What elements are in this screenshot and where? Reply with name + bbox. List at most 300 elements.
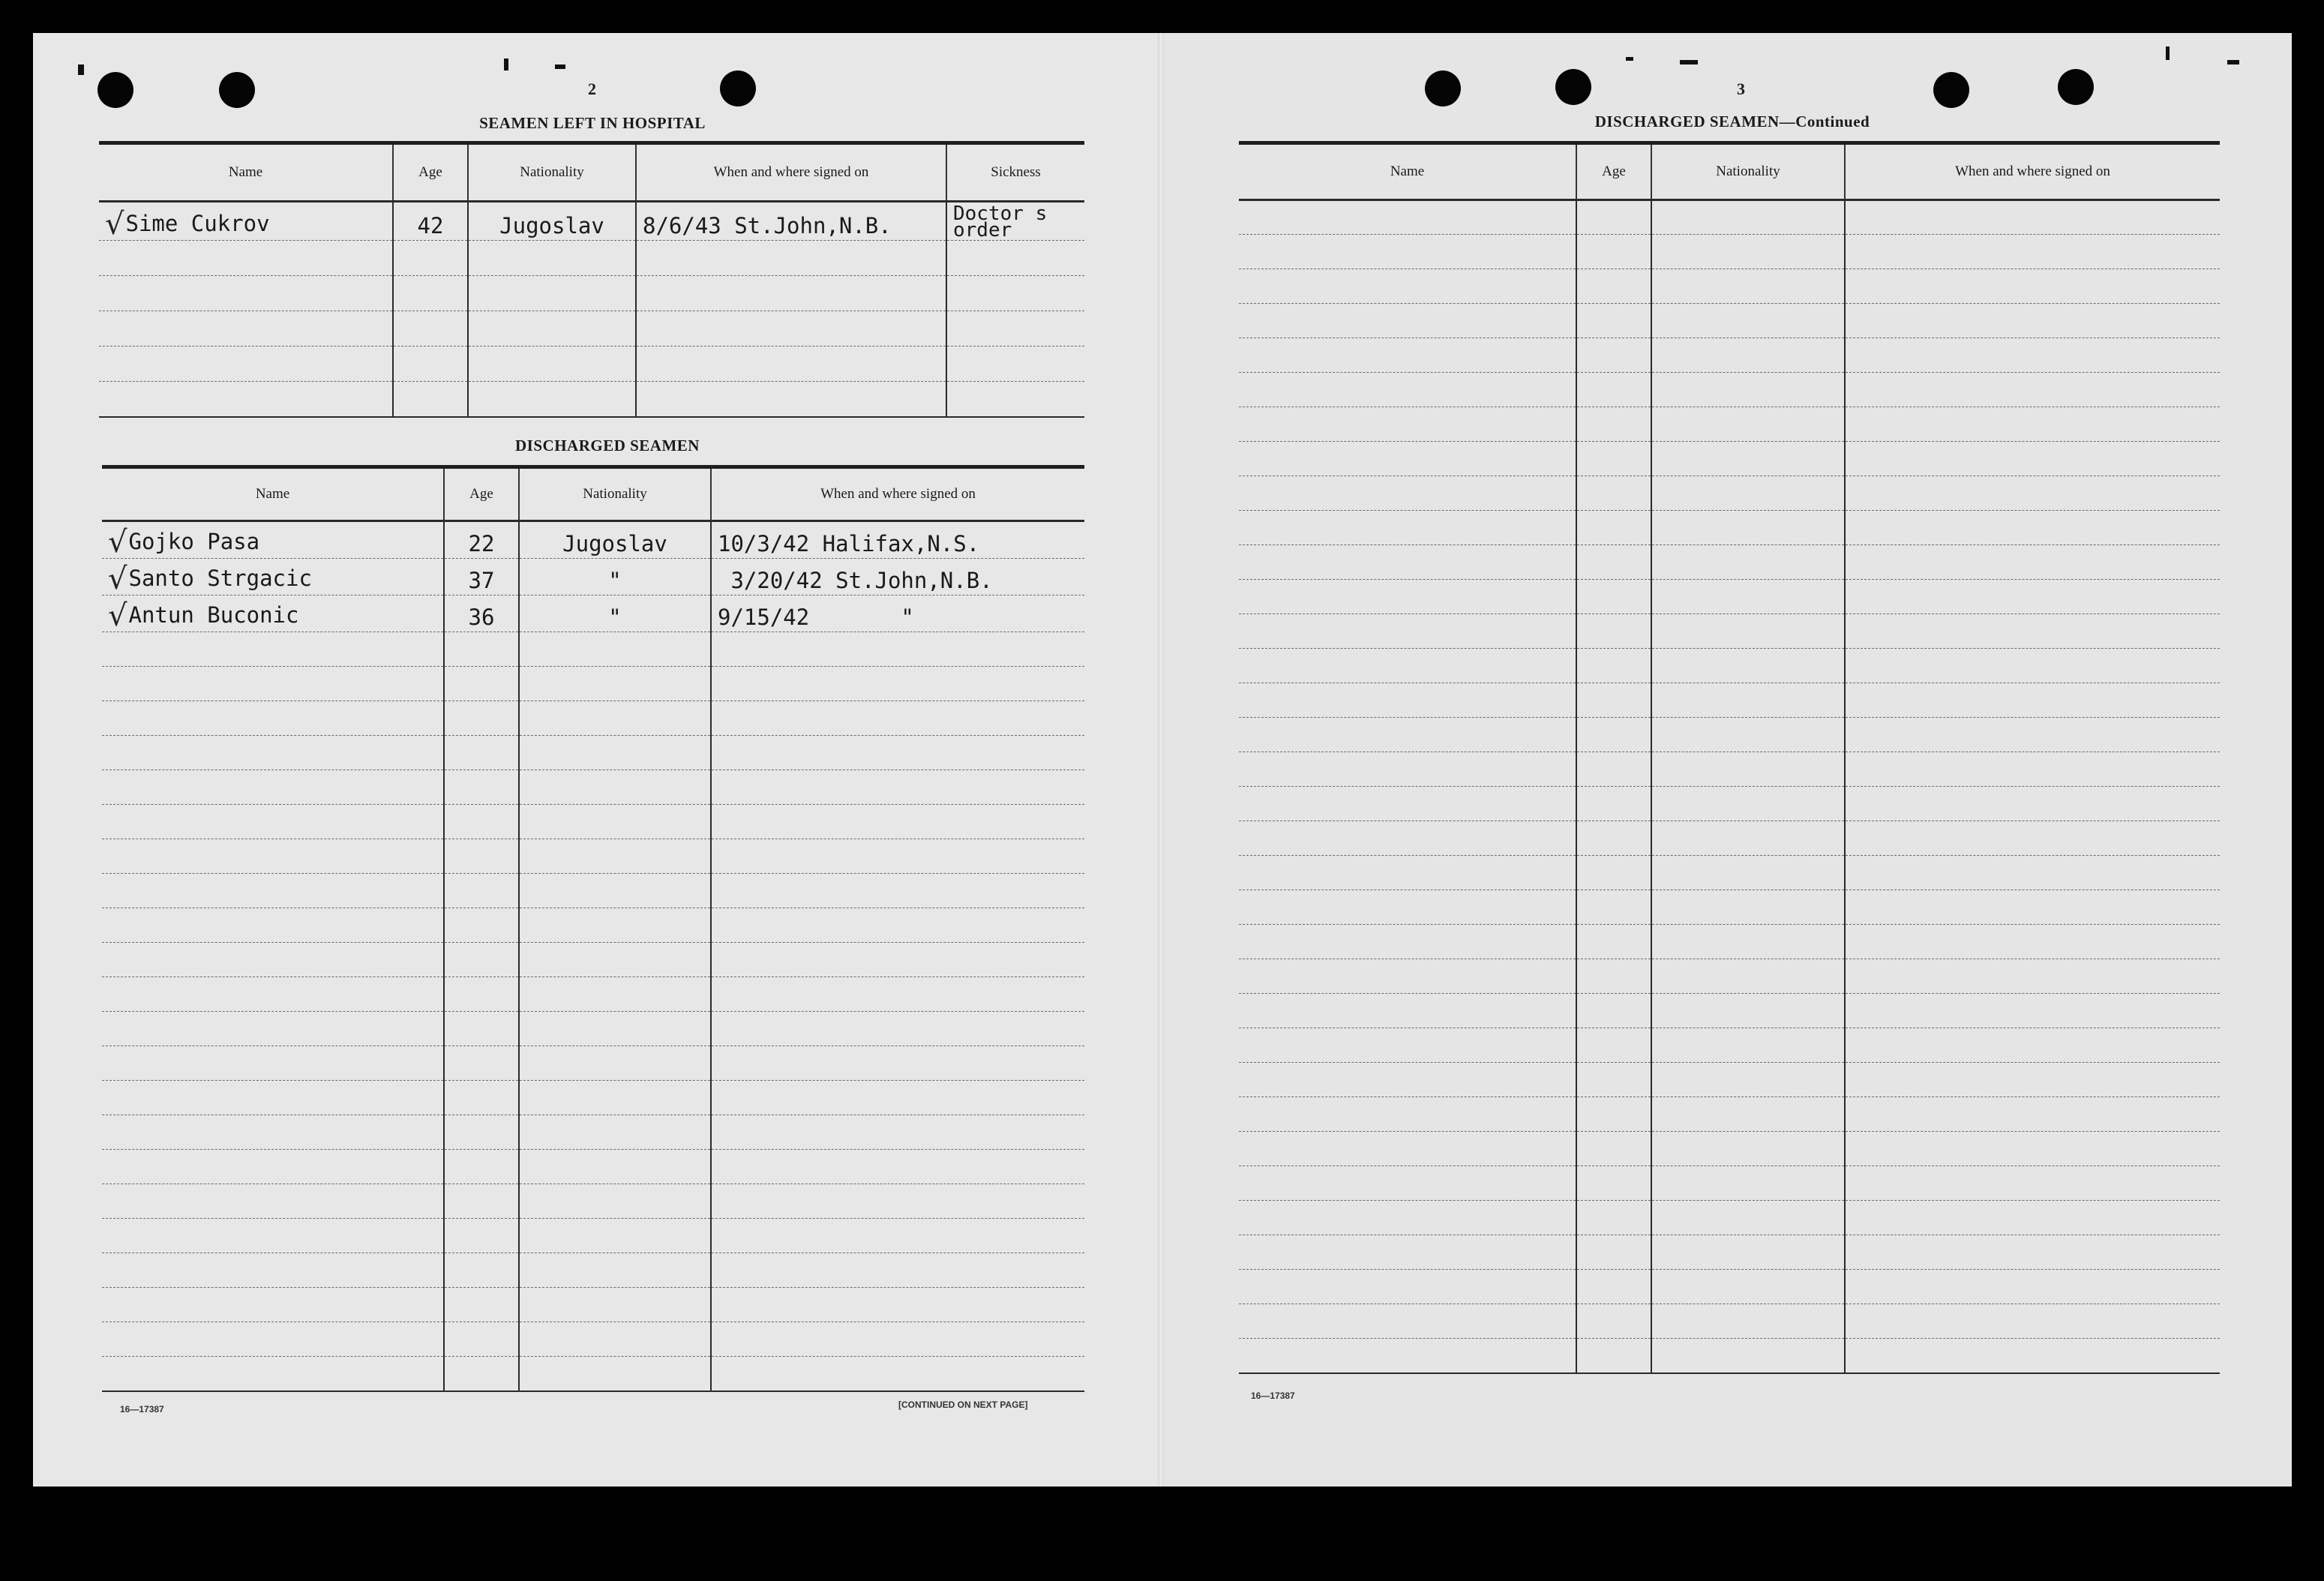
blank-cell bbox=[711, 1253, 1084, 1288]
blank-cell bbox=[519, 1322, 711, 1357]
blank-cell bbox=[444, 1046, 519, 1081]
blank-cell bbox=[1845, 752, 2220, 787]
blank-cell bbox=[1239, 1063, 1576, 1097]
sickness-cell bbox=[946, 382, 1084, 417]
page-fold bbox=[1158, 33, 1164, 1486]
blank-cell bbox=[1651, 1166, 1845, 1201]
blank-cell bbox=[1651, 649, 1845, 683]
blank-cell bbox=[1239, 856, 1576, 890]
blank-cell bbox=[444, 943, 519, 977]
blank-cell bbox=[519, 943, 711, 977]
blank-row bbox=[1239, 752, 2220, 787]
age-cell: 22 bbox=[444, 521, 519, 559]
sickness-cell bbox=[946, 241, 1084, 276]
blank-cell bbox=[1239, 304, 1576, 338]
blank-cell bbox=[1845, 407, 2220, 442]
column-header-name: Name bbox=[1239, 143, 1576, 200]
blank-cell bbox=[102, 874, 444, 908]
blank-cell bbox=[102, 1219, 444, 1253]
blank-row bbox=[1239, 304, 2220, 338]
blank-cell bbox=[1576, 787, 1651, 821]
check-mark: √ bbox=[108, 525, 127, 559]
signed-on-cell: 10/3/42 Halifax,N.S. bbox=[711, 521, 1084, 559]
blank-row bbox=[102, 1219, 1084, 1253]
sickness-cell bbox=[946, 311, 1084, 346]
blank-cell bbox=[711, 701, 1084, 736]
blank-cell bbox=[102, 908, 444, 943]
table-row bbox=[102, 596, 1084, 632]
blank-cell bbox=[1651, 1132, 1845, 1166]
blank-cell bbox=[102, 770, 444, 805]
blank-cell bbox=[519, 1150, 711, 1184]
blank-cell bbox=[711, 977, 1084, 1012]
blank-row bbox=[1239, 545, 2220, 580]
blank-cell bbox=[1651, 1235, 1845, 1270]
punch-hole bbox=[720, 70, 756, 106]
blank-row bbox=[1239, 1339, 2220, 1373]
blank-cell bbox=[444, 632, 519, 667]
hospital-table bbox=[99, 141, 1084, 418]
blank-cell bbox=[102, 667, 444, 701]
blank-cell bbox=[102, 1150, 444, 1184]
blank-row bbox=[1239, 1304, 2220, 1339]
blank-cell bbox=[1651, 1304, 1845, 1339]
blank-cell bbox=[1651, 1270, 1845, 1304]
blank-cell bbox=[1845, 476, 2220, 511]
blank-cell bbox=[519, 805, 711, 839]
blank-cell bbox=[444, 1115, 519, 1150]
blank-row bbox=[1239, 476, 2220, 511]
blank-cell bbox=[444, 1322, 519, 1357]
blank-cell bbox=[1845, 1339, 2220, 1373]
blank-row bbox=[1239, 1063, 2220, 1097]
blank-cell bbox=[1576, 1235, 1651, 1270]
blank-cell bbox=[102, 1115, 444, 1150]
blank-cell bbox=[519, 874, 711, 908]
blank-cell bbox=[1651, 994, 1845, 1028]
blank-cell bbox=[1845, 511, 2220, 545]
blank-row bbox=[102, 770, 1084, 805]
blank-cell bbox=[519, 1219, 711, 1253]
name-cell bbox=[99, 346, 393, 382]
blank-cell bbox=[1239, 649, 1576, 683]
blank-cell bbox=[444, 1288, 519, 1322]
blank-row bbox=[1239, 442, 2220, 476]
blank-row bbox=[102, 908, 1084, 943]
blank-cell bbox=[711, 1046, 1084, 1081]
name-cell bbox=[102, 559, 444, 596]
blank-cell bbox=[1576, 304, 1651, 338]
signed-on-cell bbox=[636, 346, 946, 382]
blank-cell bbox=[1239, 959, 1576, 994]
nationality-cell bbox=[468, 311, 636, 346]
signed-on-cell: 3/20/42 St.John,N.B. bbox=[711, 559, 1084, 596]
age-cell bbox=[393, 241, 468, 276]
blank-cell bbox=[1651, 1028, 1845, 1063]
discharged-continued-table bbox=[1239, 141, 2220, 1374]
blank-cell bbox=[102, 1046, 444, 1081]
blank-cell bbox=[1651, 925, 1845, 959]
blank-cell bbox=[1576, 442, 1651, 476]
blank-cell bbox=[519, 632, 711, 667]
blank-cell bbox=[1845, 269, 2220, 304]
blank-cell bbox=[711, 1219, 1084, 1253]
check-mark: √ bbox=[105, 207, 124, 241]
blank-cell bbox=[1576, 1339, 1651, 1373]
column-header-age: Age bbox=[1576, 143, 1651, 200]
blank-cell bbox=[1576, 1166, 1651, 1201]
blank-cell bbox=[711, 1288, 1084, 1322]
table-row bbox=[102, 521, 1084, 559]
blank-cell bbox=[1651, 890, 1845, 925]
blank-cell bbox=[444, 667, 519, 701]
ink-speck bbox=[1680, 60, 1698, 64]
blank-cell bbox=[519, 1288, 711, 1322]
blank-cell bbox=[1576, 200, 1651, 235]
name-cell bbox=[99, 311, 393, 346]
column-header-nationality: Nationality bbox=[468, 143, 636, 202]
blank-cell bbox=[1845, 890, 2220, 925]
blank-row bbox=[102, 943, 1084, 977]
blank-cell bbox=[711, 1184, 1084, 1219]
blank-row bbox=[1239, 959, 2220, 994]
punch-hole bbox=[1933, 72, 1969, 108]
blank-row bbox=[1239, 338, 2220, 373]
blank-cell bbox=[102, 1184, 444, 1219]
blank-cell bbox=[1845, 1201, 2220, 1235]
blank-cell bbox=[711, 736, 1084, 770]
blank-cell bbox=[102, 736, 444, 770]
blank-cell bbox=[1576, 1063, 1651, 1097]
blank-cell bbox=[1651, 1063, 1845, 1097]
blank-cell bbox=[102, 943, 444, 977]
blank-cell bbox=[1239, 442, 1576, 476]
blank-cell bbox=[1845, 1097, 2220, 1132]
blank-cell bbox=[1651, 545, 1845, 580]
ink-speck bbox=[555, 64, 565, 69]
check-mark: √ bbox=[108, 598, 127, 632]
blank-cell bbox=[1239, 1270, 1576, 1304]
age-cell: 37 bbox=[444, 559, 519, 596]
table-row bbox=[99, 276, 1084, 311]
blank-cell bbox=[1845, 442, 2220, 476]
blank-cell bbox=[1239, 1339, 1576, 1373]
blank-cell bbox=[444, 839, 519, 874]
blank-cell bbox=[1239, 614, 1576, 649]
column-header-signed-on: When and where signed on bbox=[636, 143, 946, 202]
blank-cell bbox=[444, 1253, 519, 1288]
blank-row bbox=[1239, 856, 2220, 890]
blank-cell bbox=[1239, 994, 1576, 1028]
blank-cell bbox=[1651, 580, 1845, 614]
blank-cell bbox=[1239, 890, 1576, 925]
blank-cell bbox=[1239, 235, 1576, 269]
discharged-continued-title: DISCHARGED SEAMEN—Continued bbox=[1594, 112, 1870, 130]
name-cell bbox=[99, 241, 393, 276]
blank-cell bbox=[1576, 1132, 1651, 1166]
blank-cell bbox=[444, 1012, 519, 1046]
nationality-cell bbox=[468, 382, 636, 417]
blank-cell bbox=[1845, 614, 2220, 649]
page-number: 3 bbox=[1737, 80, 1745, 98]
blank-cell bbox=[711, 805, 1084, 839]
blank-cell bbox=[444, 770, 519, 805]
blank-cell bbox=[519, 701, 711, 736]
column-header-nationality: Nationality bbox=[519, 467, 711, 521]
blank-cell bbox=[1576, 545, 1651, 580]
blank-cell bbox=[711, 770, 1084, 805]
blank-cell bbox=[1845, 1304, 2220, 1339]
ink-speck bbox=[78, 64, 84, 75]
blank-cell bbox=[1576, 614, 1651, 649]
hospital-section-title: SEAMEN LEFT IN HOSPITAL bbox=[479, 114, 706, 132]
blank-row bbox=[102, 1184, 1084, 1219]
seaman-name: Antun Buconic bbox=[128, 602, 299, 628]
blank-cell bbox=[1576, 718, 1651, 752]
column-header-age: Age bbox=[393, 143, 468, 202]
age-cell: 42 bbox=[393, 202, 468, 241]
blank-cell bbox=[1651, 1097, 1845, 1132]
blank-row bbox=[102, 1012, 1084, 1046]
blank-row bbox=[1239, 1132, 2220, 1166]
punch-hole bbox=[219, 72, 255, 108]
blank-cell bbox=[444, 1150, 519, 1184]
blank-row bbox=[102, 874, 1084, 908]
blank-cell bbox=[1576, 752, 1651, 787]
blank-row bbox=[1239, 1235, 2220, 1270]
blank-cell bbox=[1651, 614, 1845, 649]
blank-row bbox=[102, 632, 1084, 667]
blank-row bbox=[1239, 683, 2220, 718]
seaman-name: Santo Strgacic bbox=[128, 566, 312, 591]
blank-cell bbox=[1651, 511, 1845, 545]
blank-cell bbox=[444, 1219, 519, 1253]
blank-cell bbox=[1576, 856, 1651, 890]
blank-cell bbox=[711, 1012, 1084, 1046]
blank-cell bbox=[102, 1322, 444, 1357]
blank-cell bbox=[711, 839, 1084, 874]
punch-hole bbox=[1425, 70, 1461, 106]
blank-row bbox=[1239, 821, 2220, 856]
blank-cell bbox=[1239, 338, 1576, 373]
column-header-sickness: Sickness bbox=[946, 143, 1084, 202]
age-cell bbox=[393, 311, 468, 346]
blank-cell bbox=[1845, 1132, 2220, 1166]
ink-speck bbox=[504, 58, 508, 70]
blank-cell bbox=[1845, 235, 2220, 269]
blank-cell bbox=[1576, 269, 1651, 304]
blank-cell bbox=[1239, 787, 1576, 821]
blank-cell bbox=[1239, 269, 1576, 304]
seaman-name: Sime Cukrov bbox=[125, 211, 270, 236]
blank-cell bbox=[1576, 1270, 1651, 1304]
blank-cell bbox=[102, 977, 444, 1012]
blank-row bbox=[102, 1081, 1084, 1115]
blank-cell bbox=[1576, 235, 1651, 269]
signed-on-cell bbox=[636, 276, 946, 311]
blank-cell bbox=[1845, 994, 2220, 1028]
punch-hole bbox=[2058, 69, 2094, 105]
blank-cell bbox=[1239, 1201, 1576, 1235]
blank-row bbox=[102, 805, 1084, 839]
blank-row bbox=[1239, 890, 2220, 925]
nationality-cell bbox=[468, 346, 636, 382]
blank-cell bbox=[519, 736, 711, 770]
blank-cell bbox=[711, 874, 1084, 908]
signed-on-cell: 9/15/42 " bbox=[711, 596, 1084, 632]
blank-cell bbox=[519, 667, 711, 701]
blank-cell bbox=[1651, 476, 1845, 511]
age-cell bbox=[393, 382, 468, 417]
blank-cell bbox=[519, 839, 711, 874]
blank-cell bbox=[1576, 649, 1651, 683]
blank-cell bbox=[711, 1115, 1084, 1150]
blank-cell bbox=[519, 1184, 711, 1219]
ink-speck bbox=[2227, 60, 2239, 64]
blank-cell bbox=[711, 1322, 1084, 1357]
blank-cell bbox=[1651, 752, 1845, 787]
blank-cell bbox=[1651, 338, 1845, 373]
blank-row bbox=[102, 1150, 1084, 1184]
blank-row bbox=[1239, 787, 2220, 821]
nationality-cell: Jugoslav bbox=[519, 521, 711, 559]
blank-cell bbox=[1576, 925, 1651, 959]
blank-cell bbox=[1239, 718, 1576, 752]
blank-cell bbox=[1845, 787, 2220, 821]
age-cell: 36 bbox=[444, 596, 519, 632]
signed-on-cell bbox=[636, 241, 946, 276]
blank-cell bbox=[1651, 959, 1845, 994]
column-header-name: Name bbox=[102, 467, 444, 521]
blank-cell bbox=[1651, 821, 1845, 856]
blank-cell bbox=[1845, 856, 2220, 890]
blank-cell bbox=[1651, 407, 1845, 442]
blank-cell bbox=[1845, 580, 2220, 614]
blank-cell bbox=[711, 943, 1084, 977]
age-cell bbox=[393, 346, 468, 382]
blank-cell bbox=[1239, 373, 1576, 407]
blank-cell bbox=[1651, 235, 1845, 269]
blank-cell bbox=[1239, 1132, 1576, 1166]
blank-cell bbox=[1845, 925, 2220, 959]
blank-cell bbox=[1651, 683, 1845, 718]
blank-cell bbox=[711, 1150, 1084, 1184]
blank-row bbox=[1239, 235, 2220, 269]
table-row bbox=[99, 311, 1084, 346]
blank-cell bbox=[1845, 821, 2220, 856]
blank-cell bbox=[1576, 1201, 1651, 1235]
blank-cell bbox=[1845, 1166, 2220, 1201]
blank-cell bbox=[1239, 752, 1576, 787]
name-cell bbox=[102, 596, 444, 632]
blank-cell bbox=[102, 1012, 444, 1046]
page-number: 2 bbox=[588, 80, 596, 98]
form-number: 16—17387 bbox=[1251, 1390, 1295, 1401]
blank-cell bbox=[102, 1253, 444, 1288]
nationality-cell bbox=[468, 241, 636, 276]
blank-cell bbox=[1576, 821, 1651, 856]
blank-cell bbox=[1845, 1028, 2220, 1063]
blank-cell bbox=[102, 1081, 444, 1115]
blank-cell bbox=[1576, 1304, 1651, 1339]
blank-cell bbox=[1845, 1270, 2220, 1304]
blank-cell bbox=[444, 1357, 519, 1391]
blank-row bbox=[1239, 200, 2220, 235]
blank-cell bbox=[711, 1357, 1084, 1391]
blank-cell bbox=[1576, 959, 1651, 994]
blank-cell bbox=[519, 1012, 711, 1046]
nationality-cell bbox=[468, 276, 636, 311]
blank-cell bbox=[102, 839, 444, 874]
blank-row bbox=[1239, 511, 2220, 545]
blank-row bbox=[102, 1322, 1084, 1357]
blank-cell bbox=[102, 632, 444, 667]
blank-cell bbox=[102, 701, 444, 736]
blank-cell bbox=[1576, 338, 1651, 373]
blank-cell bbox=[1651, 200, 1845, 235]
blank-cell bbox=[1845, 545, 2220, 580]
table-row bbox=[99, 202, 1084, 241]
signed-on-cell bbox=[636, 382, 946, 417]
blank-cell bbox=[444, 908, 519, 943]
blank-cell bbox=[1239, 511, 1576, 545]
blank-cell bbox=[1239, 1235, 1576, 1270]
table-row bbox=[99, 346, 1084, 382]
blank-cell bbox=[1576, 994, 1651, 1028]
blank-cell bbox=[1651, 856, 1845, 890]
blank-cell bbox=[711, 667, 1084, 701]
table-row bbox=[99, 241, 1084, 276]
ink-speck bbox=[2166, 46, 2170, 60]
blank-cell bbox=[1239, 821, 1576, 856]
age-cell bbox=[393, 276, 468, 311]
blank-row bbox=[1239, 614, 2220, 649]
blank-cell bbox=[1239, 580, 1576, 614]
blank-row bbox=[102, 977, 1084, 1012]
nationality-cell: " bbox=[519, 596, 711, 632]
blank-row bbox=[1239, 994, 2220, 1028]
sickness-cell bbox=[946, 276, 1084, 311]
sickness-cell bbox=[946, 346, 1084, 382]
blank-cell bbox=[1651, 718, 1845, 752]
ink-speck bbox=[1626, 57, 1633, 61]
blank-cell bbox=[1576, 476, 1651, 511]
blank-cell bbox=[1239, 476, 1576, 511]
blank-cell bbox=[1845, 304, 2220, 338]
blank-cell bbox=[1239, 200, 1576, 235]
blank-cell bbox=[519, 977, 711, 1012]
blank-cell bbox=[1845, 683, 2220, 718]
blank-cell bbox=[1576, 373, 1651, 407]
blank-row bbox=[1239, 1166, 2220, 1201]
nationality-cell: " bbox=[519, 559, 711, 596]
blank-cell bbox=[1651, 787, 1845, 821]
sickness-text: Doctor s order bbox=[953, 202, 1048, 241]
blank-cell bbox=[444, 805, 519, 839]
blank-cell bbox=[1845, 338, 2220, 373]
check-mark: √ bbox=[108, 562, 127, 596]
blank-row bbox=[1239, 718, 2220, 752]
blank-row bbox=[102, 1253, 1084, 1288]
blank-row bbox=[1239, 407, 2220, 442]
punch-hole bbox=[97, 72, 133, 108]
blank-cell bbox=[1651, 1339, 1845, 1373]
blank-cell bbox=[1576, 511, 1651, 545]
blank-cell bbox=[444, 1081, 519, 1115]
name-cell bbox=[99, 202, 393, 241]
blank-cell bbox=[1576, 890, 1651, 925]
table-row bbox=[102, 559, 1084, 596]
